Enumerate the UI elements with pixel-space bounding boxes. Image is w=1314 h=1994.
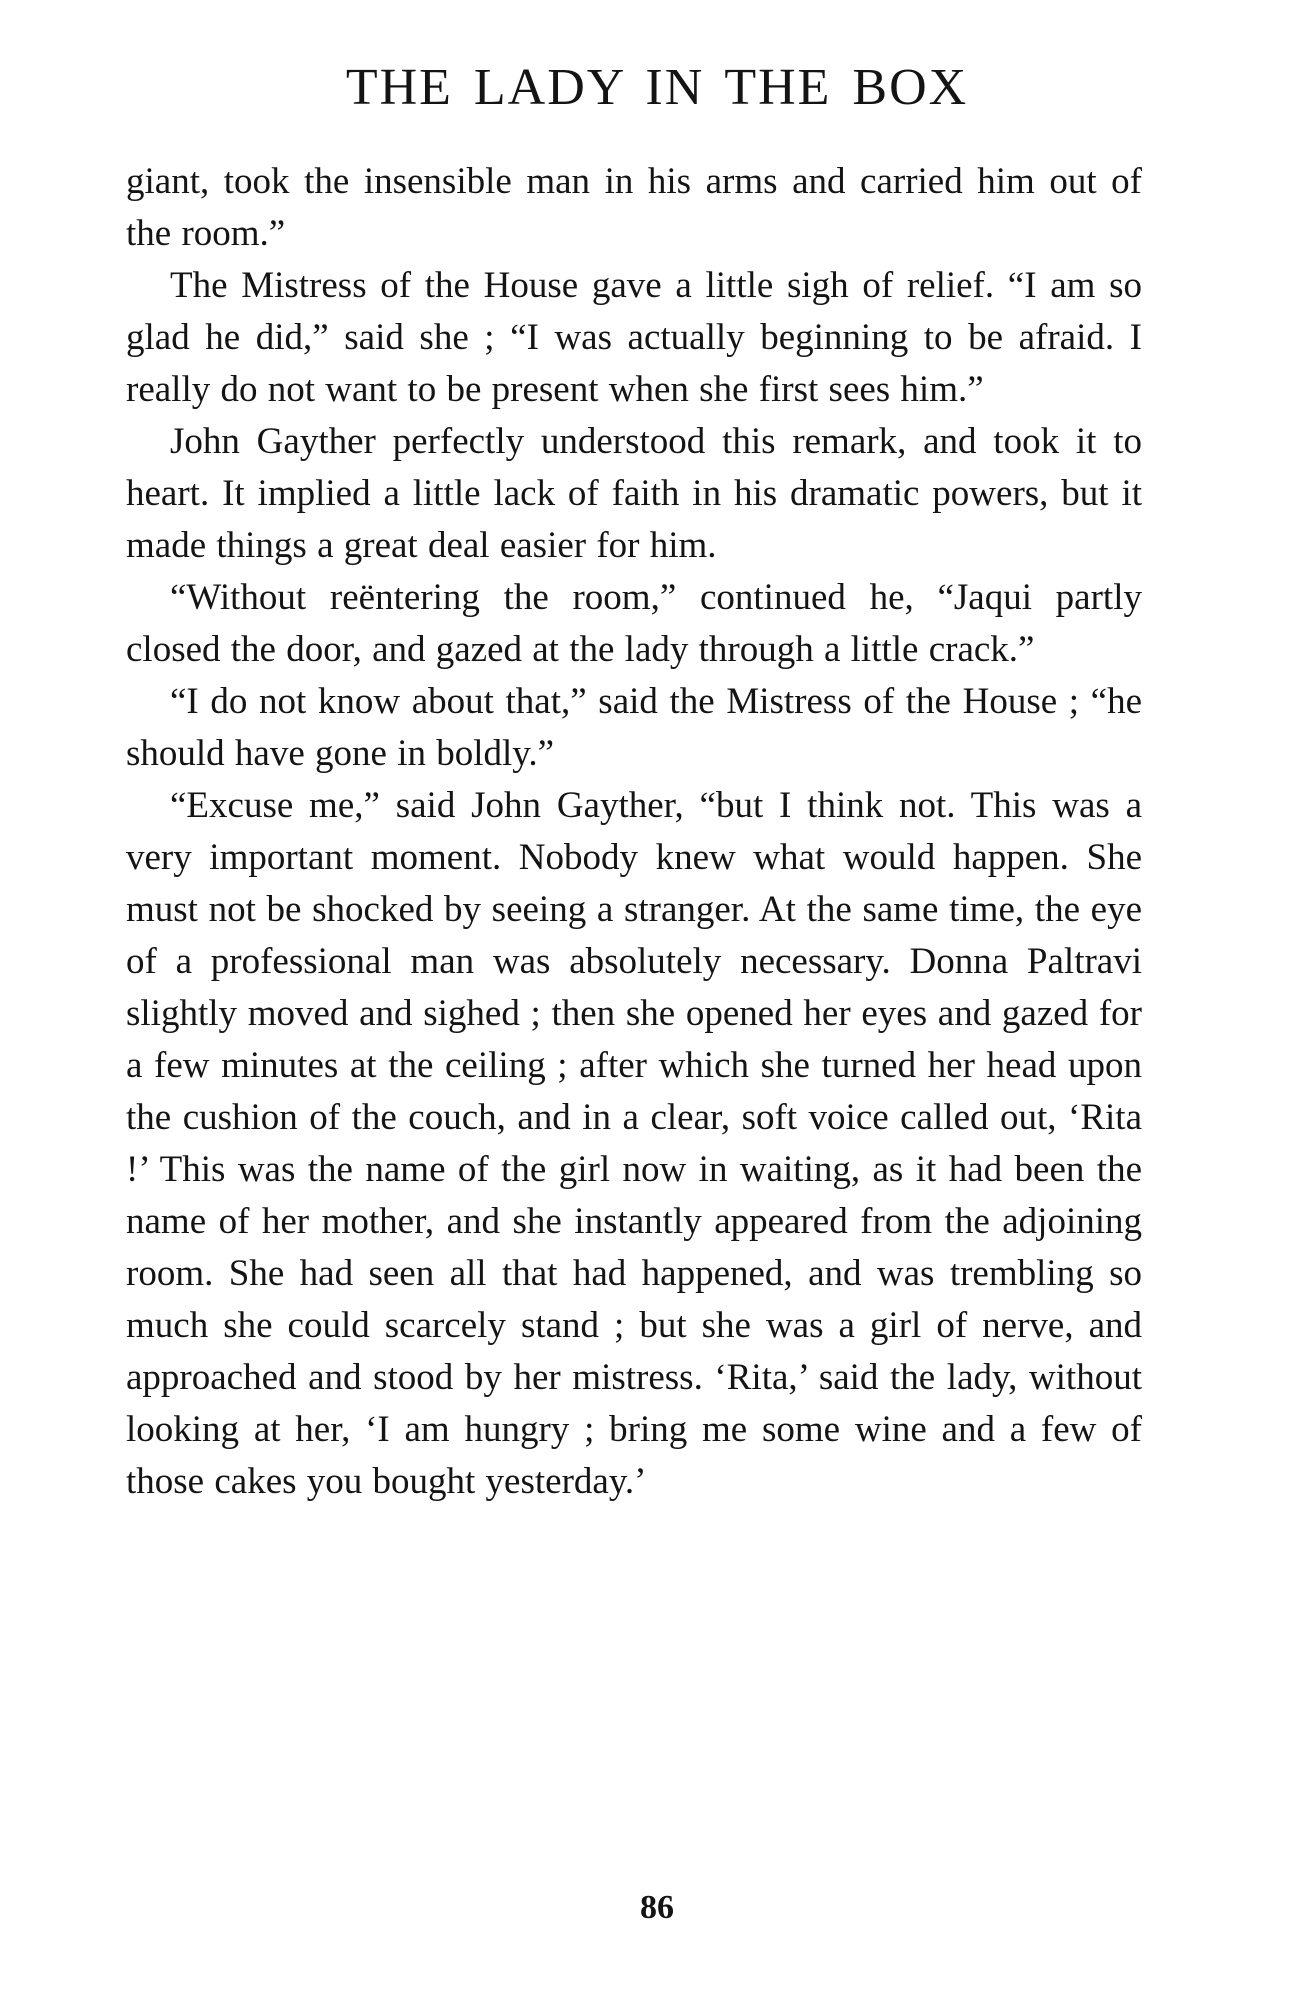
paragraph: John Gayther perfectly understood this remark, and took it to heart. It implied a little lack of faith in his dramatic powers, but it made things a great deal easier for him. [126,421,1142,566]
paragraph: “Without reëntering the room,” continued he, “Jaqui partly closed the door, and gazed at the lady through a little crack.” [126,577,1142,670]
running-head: THE LADY IN THE BOX [345,59,969,116]
paragraph-continued: giant, took the insensible man in his arms and carried him out of the room.” [126,161,1142,254]
paragraph: “I do not know about that,” said the Mistress of the House ; “he should have gone in boldly.” [126,681,1142,774]
paragraph: “Excuse me,” said John Gayther, “but I think not. This was a very important moment. Nobody knew what would happen. She must not be shocked by seeing a stranger. At the same time, the eye of a professional man was absolutely necessary. Donna Paltravi slightly moved and sighed ; then she opened her eyes and gazed for a few minutes at the ceiling ; after which she turned her head upon the cushion of the couch, and in a clear, soft voice called out, ‘Rita !’ This was the name of the girl now in waiting, as it had been the name of her mother, and she instantly appeared from the adjoining room. She had seen all that had happened, and was trembling so much she could scarcely stand ; but she was a girl of nerve, and approached and stood by her mistress. ‘Rita,’ said the lady, without looking at her, ‘I am hungry ; bring me some wine and a few of those cakes you bought yesterday.’ [126,785,1142,1502]
page-number: 86 [640,1889,674,1926]
body-text [126,156,1142,1508]
paragraph: The Mistress of the House gave a little sigh of relief. “I am so glad he did,” said she ; “I was actually beginning to be afraid. I really do not want to be present when she first sees him.” [126,265,1142,410]
